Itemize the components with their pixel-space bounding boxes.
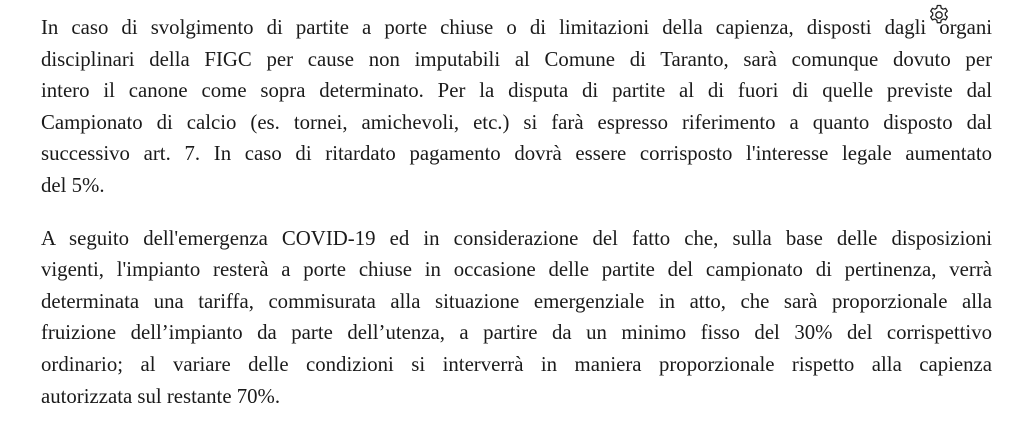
text-line: intero il canone come sopra determinato. Per la disputa di partite al di fuori di quelle previste dal bbox=[41, 79, 992, 103]
text-line: successivo art. 7. In caso di ritardato pagamento dovrà essere corrisposto l'interesse legale aumentato bbox=[41, 142, 992, 166]
paragraph-1 bbox=[41, 12, 992, 202]
text-line: In caso di svolgimento di partite a porte chiuse o di limitazioni della capienza, disposti dagli organi bbox=[41, 16, 992, 39]
text-line: A seguito dell'emergenza COVID-19 ed in considerazione del fatto che, sulla base delle disposizioni bbox=[41, 226, 992, 250]
document-body bbox=[41, 12, 992, 412]
text-line: disciplinari della FIGC per cause non imputabili al Comune di Taranto, sarà comunque dovuto per bbox=[41, 47, 992, 71]
text-line: autorizzata sul restante 70%. bbox=[41, 384, 281, 408]
text-line: del 5%. bbox=[41, 173, 105, 197]
text-line: Campionato di calcio (es. tornei, amichevoli, etc.) si farà espresso riferimento a quanto disposto dal bbox=[41, 110, 992, 134]
text-line: vigenti, l'impianto resterà a porte chiuse in occasione delle partite del campionato di pertinenza, verrà bbox=[41, 258, 992, 282]
text-line: determinata una tariffa, commisurata alla situazione emergenziale in atto, che sarà proporzionale alla bbox=[41, 289, 992, 313]
paragraph-2 bbox=[41, 223, 992, 413]
text-line: fruizione dell’impianto da parte dell’utenza, a partire da un minimo fisso del 30% del corrispettivo bbox=[41, 321, 992, 345]
text-line: ordinario; al variare delle condizioni si interverrà in maniera proporzionale rispetto alla capienza bbox=[41, 352, 992, 376]
gear-icon[interactable] bbox=[927, 3, 951, 27]
